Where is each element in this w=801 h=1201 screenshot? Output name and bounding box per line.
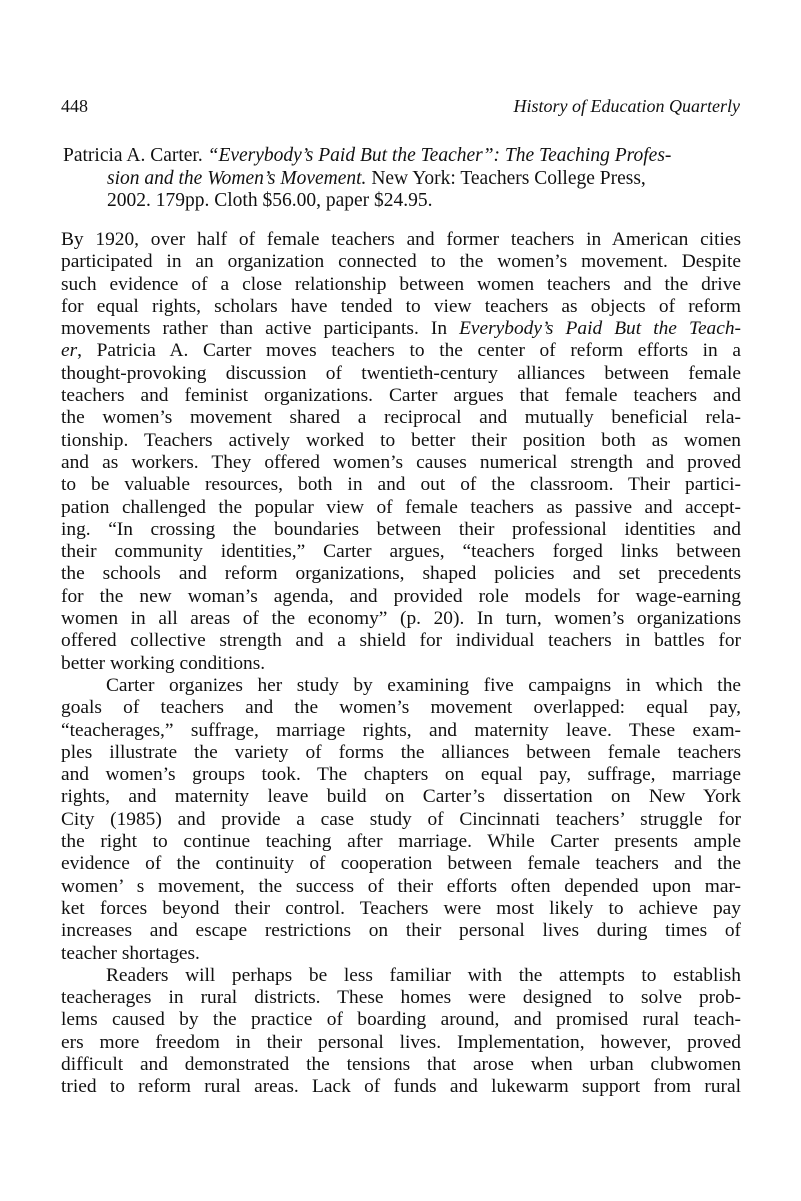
text-run: and women’s groups took. The chapters on equal pay, suffrage, marriage — [61, 764, 741, 786]
text-run: “teacherages,” suffrage, marriage rights, and maternity leave. These exam- — [61, 719, 741, 741]
text-line — [61, 1076, 741, 1098]
text-run: for equal rights, scholars have tended to view teachers as objects of reform — [61, 295, 741, 317]
italic-text: Everybody’s Paid But the Teach- — [459, 318, 742, 340]
text-run: teacher shortages. — [61, 942, 200, 964]
text-line — [61, 987, 741, 1009]
text-run: the right to continue teaching after marriage. While Carter presents ample — [61, 831, 741, 853]
text-line — [61, 1032, 741, 1054]
text-run: for the new woman’s agenda, and provided role models for wage-earning — [61, 585, 741, 607]
text-line — [61, 831, 741, 853]
text-line — [61, 318, 741, 340]
text-line — [61, 229, 741, 251]
text-run: Patricia A. Carter. — [63, 145, 208, 166]
text-line — [61, 898, 741, 920]
text-line — [61, 363, 741, 385]
text-run: 2002. 179pp. Cloth $56.00, paper $24.95. — [107, 190, 433, 211]
text-run: participated in an organization connected to the women’s movement. Despite — [61, 251, 741, 273]
text-run: teacherages in rural districts. These homes were designed to solve prob- — [61, 987, 741, 1009]
text-run: pation challenged the popular view of female teachers as passive and accept- — [61, 496, 741, 518]
text-run: Carter organizes her study by examining five campaigns in which the — [106, 674, 741, 696]
text-line — [61, 630, 741, 652]
text-line — [61, 519, 741, 541]
text-run: the women’s movement shared a reciprocal and mutually beneficial rela- — [61, 407, 741, 429]
text-run: difficult and demonstrated the tensions that arose when urban clubwomen — [61, 1053, 741, 1075]
text-line — [61, 385, 741, 407]
text-line — [61, 920, 741, 942]
text-run: ers more freedom in their personal lives. Implementation, however, proved — [61, 1031, 741, 1053]
text-run: rights, and maternity leave build on Carter’s dissertation on New York — [61, 786, 741, 808]
italic-text: er — [61, 340, 78, 362]
text-line — [61, 1009, 741, 1031]
page-number: 448 — [61, 96, 88, 116]
text-run: thought-provoking discussion of twentieth-century alliances between female — [61, 362, 741, 384]
text-line — [61, 430, 741, 452]
text-run: lems caused by the practice of boarding around, and promised rural teach- — [61, 1009, 741, 1031]
text-run: such evidence of a close relationship between women teachers and the drive — [61, 273, 741, 295]
text-run: tionship. Teachers actively worked to better their position both as women — [61, 429, 741, 451]
text-run: , Patricia A. Carter moves teachers to the center of reform efforts in a — [77, 340, 741, 362]
text-run: By 1920, over half of female teachers and former teachers in American cities — [61, 229, 741, 250]
citation-line — [63, 190, 741, 213]
paragraph — [61, 965, 741, 1099]
text-line — [61, 474, 741, 496]
italic-text: “Everybody’s Paid But the Teacher”: The Teaching Profes- — [207, 145, 672, 166]
text-run: New York: Teachers College Press, — [366, 167, 646, 189]
paragraph — [61, 229, 741, 675]
text-run: evidence of the continuity of cooperation between female teachers and the — [61, 853, 741, 875]
text-run: ing. “In crossing the boundaries between their professional identities and — [61, 518, 741, 540]
text-run: better working conditions. — [61, 652, 266, 674]
text-line — [61, 563, 741, 585]
text-run: Readers will perhaps be less familiar with the attempts to establish — [106, 964, 741, 986]
text-line — [61, 608, 741, 630]
text-run: women’ s movement, the success of their efforts often depended upon mar- — [61, 875, 741, 897]
text-run: City (1985) and provide a case study of Cincinnati teachers’ struggle for — [61, 808, 741, 830]
text-line — [61, 764, 741, 786]
paragraph — [61, 675, 741, 965]
text-line — [61, 586, 741, 608]
running-head — [61, 96, 740, 120]
text-line — [61, 251, 741, 273]
text-run: movements rather than active participants. In — [61, 318, 460, 340]
text-run: ket forces beyond their control. Teachers were most likely to achieve pay — [61, 897, 741, 919]
text-line — [61, 497, 741, 519]
text-line — [61, 407, 741, 429]
text-run: tried to reform rural areas. Lack of funds and lukewarm support from rural — [61, 1076, 741, 1098]
text-run: their community identities,” Carter argues, “teachers forged links between — [61, 541, 741, 563]
text-line — [61, 853, 741, 875]
text-line — [61, 697, 741, 719]
review-body — [61, 229, 741, 1099]
text-run: women in all areas of the economy” (p. 20). In turn, women’s organizations — [61, 608, 741, 630]
text-line — [61, 675, 741, 697]
italic-text: sion and the Women’s Movement. — [107, 167, 367, 189]
text-line — [61, 965, 741, 987]
text-line — [61, 1054, 741, 1076]
text-line — [61, 340, 741, 362]
book-citation — [63, 145, 741, 213]
journal-title: History of Education Quarterly — [513, 96, 740, 116]
text-line — [61, 786, 741, 808]
text-run: offered collective strength and a shield for individual teachers in battles for — [61, 630, 741, 652]
text-run: the schools and reform organizations, shaped policies and set precedents — [61, 563, 741, 585]
text-line — [61, 452, 741, 474]
text-line — [61, 720, 741, 742]
text-run: to be valuable resources, both in and out of the classroom. Their partici- — [61, 474, 741, 496]
text-line — [61, 742, 741, 764]
text-line — [61, 541, 741, 563]
text-line — [61, 296, 741, 318]
citation-line — [63, 145, 741, 168]
text-run: goals of teachers and the women’s movement overlapped: equal pay, — [61, 697, 741, 719]
text-run: and as workers. They offered women’s causes numerical strength and proved — [61, 451, 741, 473]
text-line — [61, 809, 741, 831]
text-run: teachers and feminist organizations. Carter argues that female teachers and — [61, 385, 741, 407]
text-run: increases and escape restrictions on their personal lives during times of — [61, 920, 741, 942]
text-line — [61, 274, 741, 296]
text-line — [61, 653, 741, 675]
text-line — [61, 876, 741, 898]
text-line — [61, 943, 741, 965]
text-run: ples illustrate the variety of forms the alliances between female teachers — [61, 741, 741, 763]
citation-line — [63, 168, 741, 191]
